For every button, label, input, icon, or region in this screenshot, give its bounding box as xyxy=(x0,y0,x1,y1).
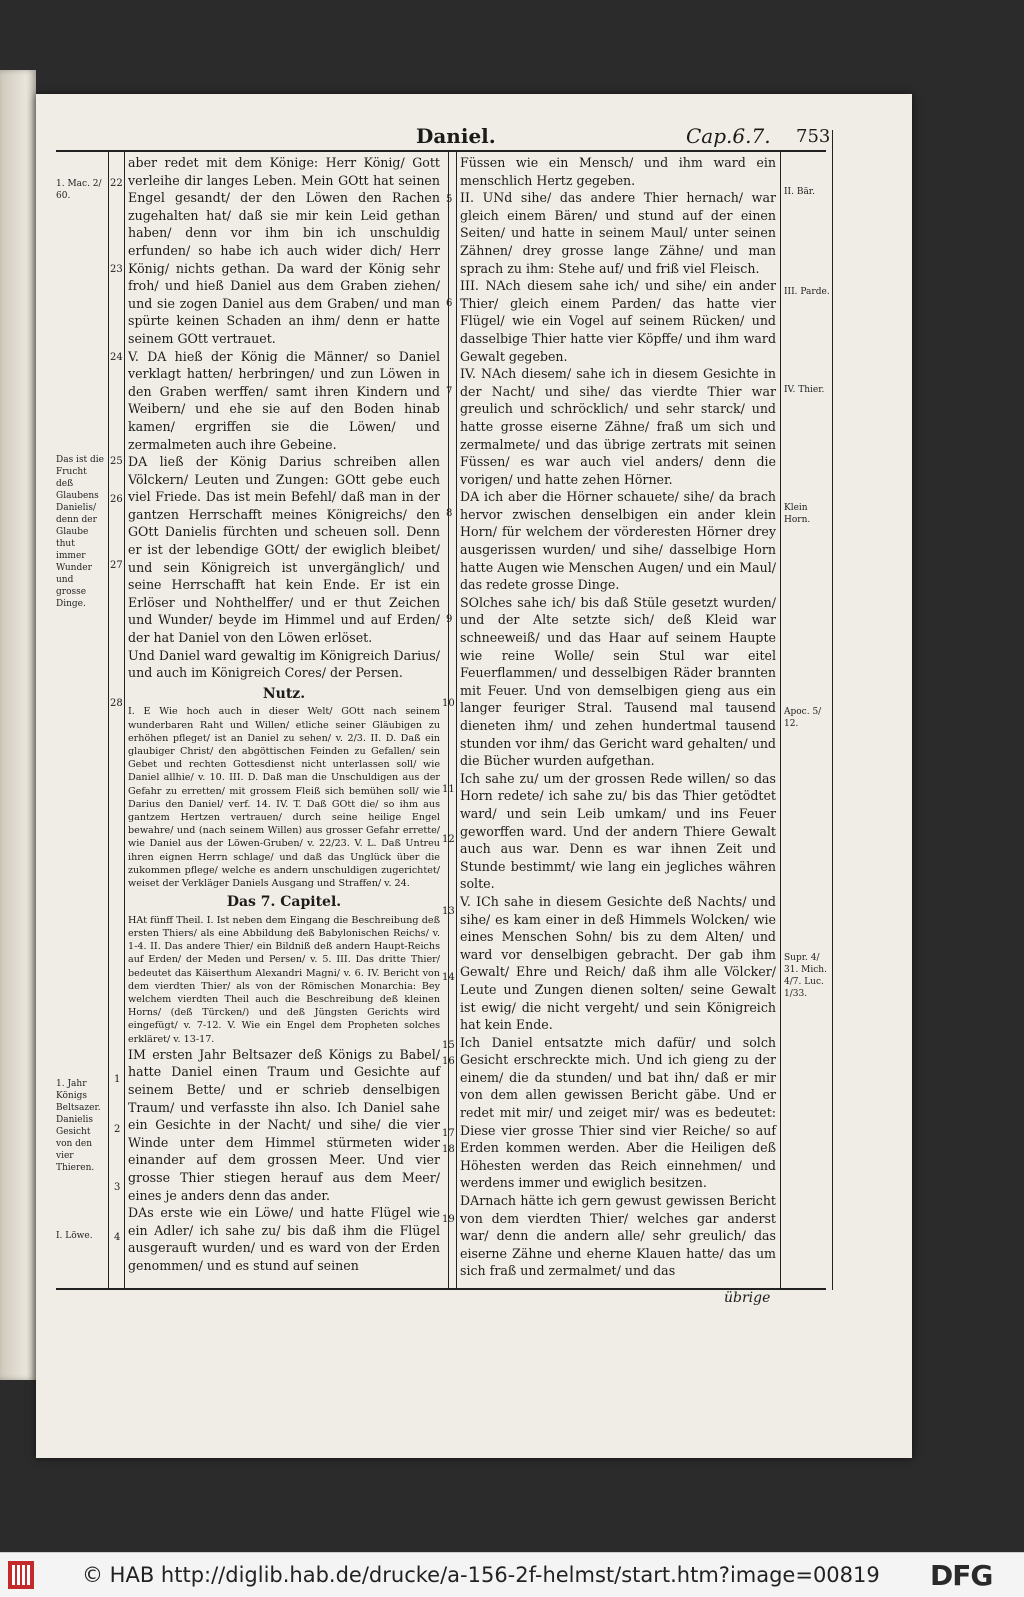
paragraph: Und Daniel ward gewaltig im Königreich Darius/ und auch im Königreich Cores/ der Persen. xyxy=(128,647,440,681)
verse-number: 25 xyxy=(110,456,123,467)
right-verse-rule xyxy=(456,150,457,1290)
footer-rule xyxy=(56,1288,826,1290)
chapter-summary: HAt fünff Theil. I. Ist neben dem Eingang die Beschreibung deß ersten Thiers/ als eine Abbildung deß Babylonischen Reichs/ v. 1-4. II. Das andere Thier/ ein Bildniß deß andern Haupt-Reichs auf Erden/ der Meden und Persen/ v. 5. III. Das dritte Thier/ bedeutet das Käiserthum Alexandri Magni/ v. 6. IV. Bericht von dem vierdten Thier/ als von der Römischen Monarchia: Bey welchem vierdten Theil auch die Beschreibung deß kleinen Horns/ (deß Türcken/) und deß Jüngsten Gerichts wird eingefügt/ v. 7-12. V. Wie ein Engel dem Propheten solches erkläret/ v. 13-17. xyxy=(128,914,440,1045)
verse-number: 5 xyxy=(446,194,453,205)
verse-number: 7 xyxy=(446,386,453,397)
left-margin-rule xyxy=(108,150,109,1290)
paragraph: Ich Daniel entsatzte mich dafür/ und solch Gesicht erschreckte mich. Und ich gieng zu der einem/ die da stunden/ und bat ihn/ daß er mir von dem allen gewissen Bericht gäbe. Und er redet mit mir/ und zeiget mir/ was es bedeutet: Diese vier grosse Thier sind vier Reiche/ so auf Erden kommen werden. Aber die Heiligen deß Höhesten werden das Reich einnehmen/ und werdens immer und ewiglich besitzen. xyxy=(460,1034,776,1191)
verse-number: 28 xyxy=(110,698,123,709)
margin-note: 1. Mac. 2/ 60. xyxy=(56,179,102,201)
verse-number: 16 xyxy=(442,1056,455,1067)
verse-number: 14 xyxy=(442,972,455,983)
verse-number: 12 xyxy=(442,834,455,845)
verse-number: 27 xyxy=(110,560,123,571)
dfg-logo: DFG xyxy=(930,1559,993,1592)
verse-number: 24 xyxy=(110,352,123,363)
previous-page-edge xyxy=(0,70,36,1380)
paragraph: II. UNd sihe/ das andere Thier hernach/ war gleich einem Bären/ und stund auf der einen Seiten/ und hatte in seinem Maul/ unter seinen Zähnen/ drey grosse lange Zähne/ und man sprach zu ihm: Stehe auf/ und friß viel Fleisch. xyxy=(460,190,776,276)
verse-number: 13 xyxy=(442,906,455,917)
footer-bar xyxy=(0,1552,1024,1597)
catchword: übrige xyxy=(724,1290,771,1306)
page-content xyxy=(36,94,912,1458)
verse-number: 10 xyxy=(442,698,455,709)
paragraph: IV. NAch diesem/ sahe ich in diesem Gesichte in der Nacht/ und sihe/ das vierdte Thier war greulich und schröcklich/ und sehr starck/ und hatte grosse eiserne Zähne/ fraß um sich und zermalmete/ und das übrige zertrats mit seinen Füssen/ es war auch viel anders/ denn die vorigen/ und hatte zehen Hörner. xyxy=(460,366,776,487)
paragraph: DA ich aber die Hörner schauete/ sihe/ da brach hervor zwischen denselbigen ein ander klein Horn/ für welchem der vörderesten Hörner drey ausgerissen wurden/ und sihe/ dasselbige Horn hatte Augen wie Menschen Augen/ und ein Maul/ das redete grosse Dinge. xyxy=(460,489,776,593)
margin-note: Klein Horn. xyxy=(784,503,811,525)
verse-number: 2 xyxy=(114,1124,121,1135)
margin-note: II. Bär. xyxy=(784,187,815,197)
scanned-page xyxy=(36,94,912,1458)
margin-note: III. Parde. xyxy=(784,287,830,297)
verse-number: 18 xyxy=(442,1144,455,1155)
margin-note: I. Löwe. xyxy=(56,1231,93,1241)
paragraph: Ich sahe zu/ um der grossen Rede willen/ so das Horn redete/ ich sahe zu/ bis das Thier getödtet ward/ und sein Leib umkam/ und ins Feuer geworffen ward. Und der andern Thiere Gewalt auch aus war. Denn es war ihnen Zeit und Stunde bestimmt/ wie lang ein jegliches währen solte. xyxy=(460,770,776,892)
margin-note: Supr. 4/ 31. Mich. 4/7. Luc. 1/33. xyxy=(784,953,827,999)
left-column xyxy=(128,154,440,1275)
verse-number: 23 xyxy=(110,264,123,275)
verse-number: 6 xyxy=(446,298,453,309)
copyright-url[interactable]: © HAB http://diglib.hab.de/drucke/a-156-2f-helmst/start.htm?image=00819 xyxy=(82,1563,880,1587)
left-verse-rule xyxy=(124,150,125,1290)
paragraph: SOlches sahe ich/ bis daß Stüle gesetzt wurden/ und der Alte setzte sich/ deß Kleid war schneeweiß/ und das Haar auf seinem Haupte wie reine Wolle/ sein Stul war eitel Feuerflammen/ und desselbigen Räder brannten mit Feuer. Und von demselbigen gieng aus ein langer feuriger Stral. Tausend mal tausend dieneten ihm/ und zehen hundertmal tausend stunden vor ihm/ das Gericht ward gehalten/ und die Bücher wurden aufgethan. xyxy=(460,594,776,769)
paragraph: DAs erste wie ein Löwe/ und hatte Flügel wie ein Adler/ ich sahe zu/ bis daß ihm die Flügel ausgerauft wurden/ und es ward von der Erden genommen/ und es stund auf seinen xyxy=(128,1205,440,1273)
column-divider-rule xyxy=(448,150,449,1290)
verse-number: 8 xyxy=(446,508,453,519)
margin-note: IV. Thier. xyxy=(784,385,825,395)
verse-number: 9 xyxy=(446,614,453,625)
margin-note: 1. Jahr Königs Beltsazer. Danielis Gesicht von den vier Thieren. xyxy=(56,1079,101,1173)
verse-number: 3 xyxy=(114,1182,121,1193)
verse-number: 19 xyxy=(442,1214,455,1225)
verse-number: 1 xyxy=(114,1074,121,1085)
running-title: Daniel. xyxy=(416,124,496,148)
header-rule xyxy=(56,150,826,152)
margin-note: Das ist die Frucht deß Glaubens Danielis/ denn der Glaube thut immer Wunder und grosse Dinge. xyxy=(56,455,105,609)
verse-number: 15 xyxy=(442,1040,455,1051)
paragraph: IM ersten Jahr Beltsazer deß Königs zu Babel/ hatte Daniel einen Traum und Gesichte auf seinem Bette/ und er schrieb denselbigen Traum/ und verfasste ihn also. Ich Daniel sahe ein Gesichte in der Nacht/ und sihe/ die vier Winde unter dem Himmel stürmeten wider einander auf dem grossen Meer. Und vier grosse Thier stiegen herauf aus dem Meer/ eines je anders denn das ander. xyxy=(128,1046,440,1203)
paragraph: DArnach hätte ich gern gewust gewissen Bericht von dem vierdten Thier/ welches gar anderst war/ denn die andern alle/ sehr greulich/ das eiserne Zähne und eherne Klauen hatte/ das um sich fraß und zermalmet/ und das xyxy=(460,1193,776,1279)
right-margin-rule xyxy=(780,150,781,1290)
right-column xyxy=(460,154,776,1280)
hab-logo-icon xyxy=(6,1559,36,1591)
chapter-reference: Cap.6.7. xyxy=(686,124,771,148)
nutz-text: I. E Wie hoch auch in dieser Welt/ GOtt nach seinem wunderbaren Raht und Willen/ etliche seiner Gläubigen zu erhöhen pfleget/ ist an Daniel zu sehen/ v. 2/3. II. D. Daß ein glaubiger Christ/ den abgöttischen Feinden zu Gefallen/ sein Gebet und rechten Gottesdienst nicht unterlassen soll/ wie Daniel allhie/ v. 10. III. D. Daß man die Unschuldigen aus der Gefahr zu erretten/ mit grossem Fleiß sich bemühen soll/ wie Darius den Daniel/ verf. 14. IV. T. Daß GOtt die/ so ihm aus gantzem Hertzen vertrauen/ durch seine heilige Engel bewahre/ und (nach seinem Willen) aus grosser Gefahr errette/ wie Daniel aus der Löwen-Gruben/ v. 22/23. V. L. Daß Untreu ihren eignen Herrn schlage/ und daß das Unglück über die zukommen pflege/ welche es andern unschuldigen zugerichtet/ weiset der Verkläger Daniels Ausgang und Straffen/ v. 24. xyxy=(128,706,440,890)
verse-number: 17 xyxy=(442,1128,455,1139)
paragraph: DA ließ der König Darius schreiben allen Völckern/ Leuten und Zungen: GOtt gebe euch viel Friede. Das ist mein Befehl/ daß man in der gantzen Herrschafft meines Königreichs/ den GOtt Danielis fürchten und scheuen soll. Denn er ist der lebendige GOtt/ der ewiglich bleibet/ und sein Königreich ist unvergänglich/ und seine Herrschafft hat kein Ende. Er ist ein Erlöser und Nohthelffer/ und er thut Zeichen und Wunder/ beyde im Himmel und auf Erden/ der hat Daniel von den Löwen erlöset. xyxy=(128,454,440,646)
outer-margin-rule xyxy=(832,130,833,1290)
verse-number: 4 xyxy=(114,1232,121,1243)
verse-number: 22 xyxy=(110,178,123,189)
verse-number: 11 xyxy=(442,784,455,795)
paragraph: V. ICh sahe in diesem Gesichte deß Nachts/ und sihe/ es kam einer in deß Himmels Wolcken/ wie eines Menschen Sohn/ bis zu dem Alten/ und ward vor denselbigen gebracht. Der gab ihm Gewalt/ Ehre und Reich/ daß ihm alle Völcker/ Leute und Zungen dienen solten/ seine Gewalt ist ewig/ die nicht vergeht/ und sein Königreich hat kein Ende. xyxy=(460,893,776,1033)
chapter-heading: Das 7. Capitel. xyxy=(226,894,342,911)
page-number: 753 xyxy=(796,126,831,147)
paragraph: III. NAch diesem sahe ich/ und sihe/ ein ander Thier/ gleich einem Parden/ das hatte vier Flügel/ wie ein Vogel auf seinem Rücken/ und dasselbige Thier hatte vier Köpffe/ und ihm ward Gewalt gegeben. xyxy=(460,278,776,364)
paragraph: Füssen wie ein Mensch/ und ihm ward ein menschlich Hertz gegeben. xyxy=(460,155,776,188)
paragraph: V. DA hieß der König die Männer/ so Daniel verklagt hatten/ herbringen/ und zun Löwen in den Graben werffen/ samt ihren Kindern und Weibern/ und ehe sie auf den Boden hinab kamen/ ergriffen sie die Löwen/ und zermalmeten auch ihre Gebeine. xyxy=(128,348,440,452)
verse-number: 26 xyxy=(110,494,123,505)
margin-note: Apoc. 5/ 12. xyxy=(784,707,822,729)
paragraph: aber redet mit dem Könige: Herr König/ Gott verleihe dir langes Leben. Mein GOtt hat seinen Engel gesandt/ der den Löwen den Rachen zugehalten hat/ daß sie mir kein Leid gethan haben/ denn vor ihm bin ich unschuldig erfunden/ so habe ich auch wider dich/ Herr König/ nichts gethan. Da ward der König sehr froh/ und hieß Daniel aus dem Graben ziehen/ und sie zogen Daniel aus dem Graben/ und man spürte keinen Schaden an ihm/ denn er hatte seinem GOtt vertrauet. xyxy=(128,155,440,346)
nutz-heading: Nutz. xyxy=(262,685,306,702)
